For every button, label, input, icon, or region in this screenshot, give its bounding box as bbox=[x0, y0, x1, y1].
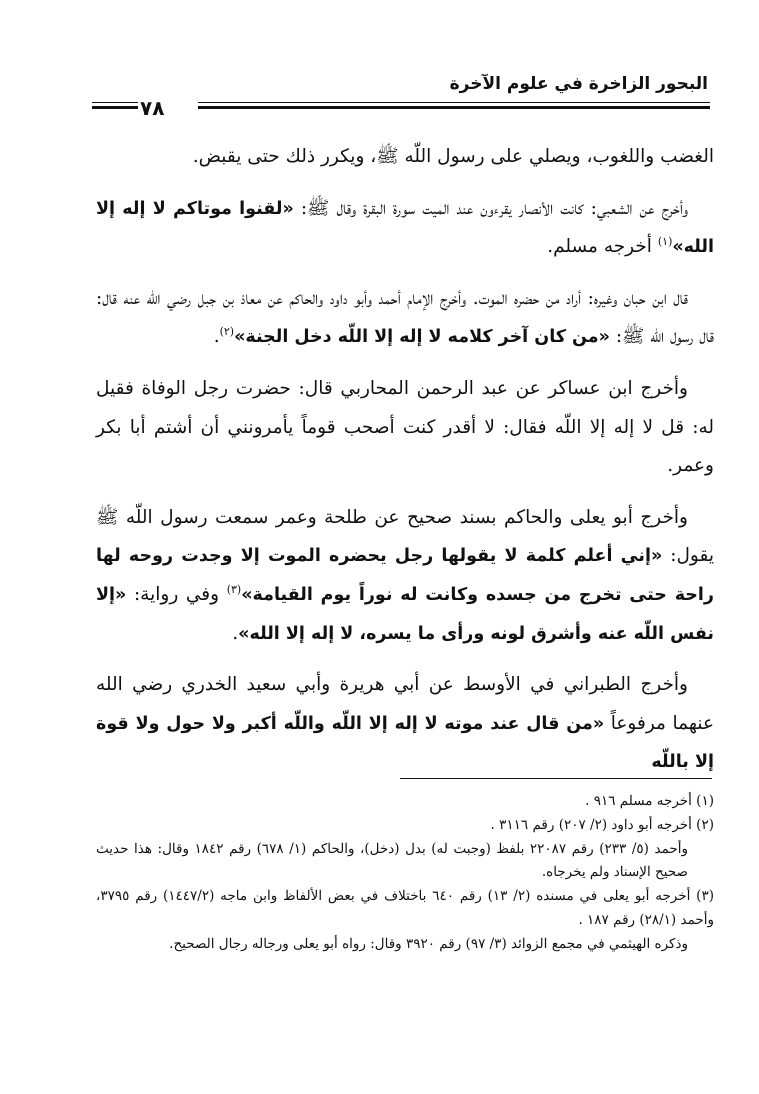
footnote-2: (٢) أخرجه أبو داود (٢/ ٢٠٧) رقم ٣١١٦ . bbox=[490, 816, 714, 833]
footnote-3: (٣) أخرجه أبو يعلى في مسنده (٢/ ١٣) رقم ٦٤٠ باختلاف في بعض الألفاظ وابن ماجه (١٤٤٧/٢) رقم ٣٧٩٥، وأحمد (٢٨/١) رقم ١٨٧ . bbox=[96, 888, 714, 928]
footnote-3-continuation: وذكره الهيثمي في مجمع الزوائد (٣/ ٩٧) رقم ٣٩٢٠ وقال: رواه أبو يعلى ورجاله رجال الصحيح. bbox=[169, 935, 688, 952]
footnote-ref-3: (٣) bbox=[226, 582, 242, 596]
footnote-1: (١) أخرجه مسلم ٩١٦ . bbox=[585, 793, 714, 809]
footnote-separator bbox=[400, 778, 712, 779]
footnote-ref-2: (٢) bbox=[219, 325, 235, 339]
hadith-quote: «لقنوا موتاكم لا إله إلا الله» bbox=[96, 198, 714, 258]
paragraph-2: وأخرج عن الشعبي: كانت الأنصار يقرءون عند الميت سورة البقرة وقال ﷺ: «لقنوا موتاكم لا إله إلا الله»$^{(١)}$ أخرجه مسلم. bbox=[96, 197, 714, 258]
paragraph-1: الغضب واللغوب، ويصلي على رسول اللّه ﷺ، ويكرر ذلك حتى يقبض. bbox=[192, 146, 714, 167]
hadith-quote: «إني أعلم كلمة لا يقولها رجل يحضره الموت إلا وجدت روحه لها راحة حتى تخرج من جسده وكانت له نوراً يوم القيامة» bbox=[96, 546, 714, 605]
paragraph-5: وأخرج أبو يعلى والحاكم بسند صحيح عن طلحة وعمر سمعت رسول اللّه ﷺ يقول: «إني أعلم كلمة لا يقولها رجل يحضره الموت إلا وجدت روحه لها راحة حتى تخرج من جسده وكانت له نوراً يوم القيامة»$^{(٣)}$ وفي رواية: «إلا نفس اللّه عنه وأشرق لونه ورأى ما يسره، لا إله إلا الله». bbox=[96, 506, 714, 644]
running-title: البحور الزاخرة في علوم الآخرة bbox=[449, 74, 708, 94]
paragraph-3: قال ابن حبان وغيره: أراد من حضره الموت. وأخرج الإمام أحمد وأبو داود والحاكم عن معاذ بن جبل رضي الله عنه قال: قال رسول اللّه ﷺ: «من كان آخر كلامه لا إله إلا اللّه دخل الجنة»$^{(٢)}$. bbox=[96, 287, 714, 348]
footnote-2-continuation: وأحمد (٥/ ٢٣٣) رقم ٢٢٠٨٧ بلفظ (وجبت له) بدل (دخل)، والحاكم (١/ ٦٧٨) رقم ١٨٤٢ وقال: هذا حديث صحيح الإسناد ولم يخرجاه. bbox=[96, 840, 688, 881]
hadith-quote: «من قال عند موته لا إله إلا اللّه واللّه أكبر ولا حول ولا قوة إلا باللّه bbox=[96, 713, 714, 773]
main-text bbox=[96, 138, 714, 795]
hadith-quote: «من كان آخر كلامه لا إله إلا اللّه دخل الجنة» bbox=[234, 327, 610, 348]
hadith-quote: «إلا نفس اللّه عنه وأشرق لونه ورأى ما يسره، لا إله إلا الله» bbox=[96, 584, 714, 644]
paragraph-4: وأخرج ابن عساكر عن عبد الرحمن المحاربي قال: حضرت رجل الوفاة فقيل له: قل لا إله إلا اللّه فقال: لا أقدر كنت أصحب قوماً يأمرونني أن أشتم أبا بكر وعمر. bbox=[96, 377, 714, 477]
footnote-ref-1: (١) bbox=[657, 235, 673, 249]
paragraph-6: وأخرج الطبراني في الأوسط عن أبي هريرة وأبي سعيد الخدري رضي الله عنهما مرفوعاً «من قال عند موته لا إله إلا اللّه واللّه أكبر ولا حول ولا قوة إلا باللّه bbox=[96, 674, 715, 773]
footnotes bbox=[96, 790, 714, 957]
page-number: ٧٨ bbox=[140, 96, 165, 120]
